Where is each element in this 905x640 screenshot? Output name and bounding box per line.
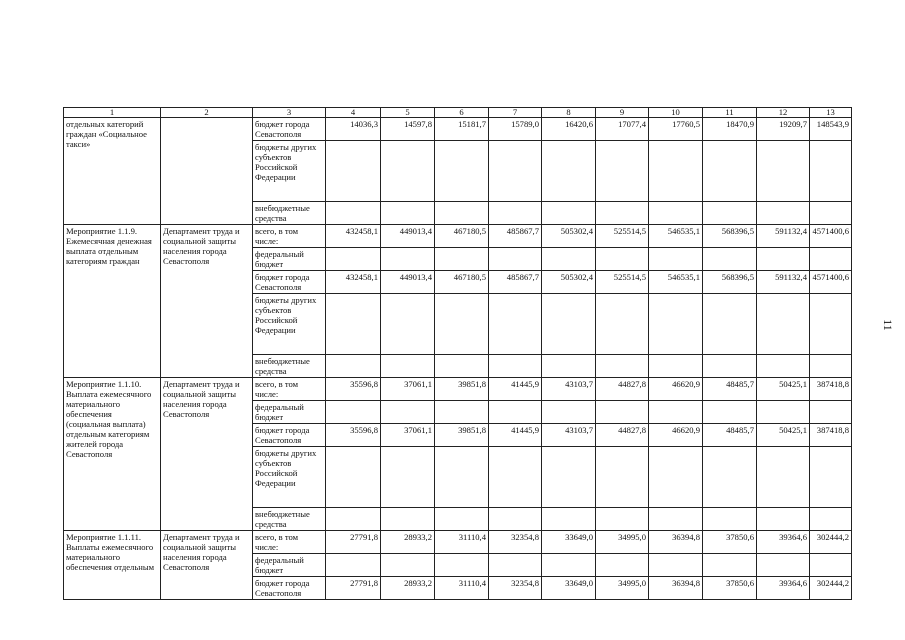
value-cell — [381, 141, 435, 202]
value-cell: 44827,8 — [596, 378, 649, 401]
value-cell — [596, 248, 649, 271]
funding-source-cell: бюджеты других субъектов Российской Федерации — [253, 141, 326, 202]
value-cell: 485867,7 — [489, 225, 542, 248]
value-cell: 148543,9 — [810, 118, 852, 141]
value-cell — [542, 447, 596, 508]
value-cell — [757, 401, 810, 424]
table-row — [64, 118, 852, 141]
funding-source-cell: внебюджетные средства — [253, 355, 326, 378]
value-cell: 525514,5 — [596, 225, 649, 248]
activity-name-cell: отдельных категорий граждан «Социальное такси» — [64, 118, 161, 225]
value-cell — [326, 401, 381, 424]
executor-cell: Департамент труда и социальной защиты населения города Севастополя — [161, 531, 253, 600]
value-cell: 46620,9 — [649, 424, 703, 447]
value-cell — [381, 202, 435, 225]
value-cell: 4571400,6 — [810, 225, 852, 248]
value-cell: 34995,0 — [596, 531, 649, 554]
table-row — [64, 225, 852, 248]
value-cell — [542, 401, 596, 424]
value-cell: 505302,4 — [542, 225, 596, 248]
value-cell — [326, 248, 381, 271]
header-cell: 6 — [435, 108, 489, 118]
value-cell — [596, 141, 649, 202]
value-cell — [596, 294, 649, 355]
value-cell: 546535,1 — [649, 271, 703, 294]
value-cell: 591132,4 — [757, 271, 810, 294]
funding-source-cell: федеральный бюджет — [253, 401, 326, 424]
value-cell — [703, 141, 757, 202]
header-row — [64, 108, 852, 118]
value-cell: 17077,4 — [596, 118, 649, 141]
value-cell: 19209,7 — [757, 118, 810, 141]
value-cell — [703, 554, 757, 577]
value-cell — [757, 355, 810, 378]
value-cell — [596, 447, 649, 508]
value-cell — [649, 401, 703, 424]
activity-name-cell: Мероприятие 1.1.9. Ежемесячная денежная выплата отдельным категориям граждан — [64, 225, 161, 378]
value-cell: 50425,1 — [757, 378, 810, 401]
value-cell — [381, 355, 435, 378]
value-cell — [435, 294, 489, 355]
value-cell — [542, 554, 596, 577]
header-cell: 11 — [703, 108, 757, 118]
value-cell: 525514,5 — [596, 271, 649, 294]
value-cell: 449013,4 — [381, 271, 435, 294]
value-cell — [810, 141, 852, 202]
value-cell — [649, 508, 703, 531]
value-cell — [542, 248, 596, 271]
executor-cell: Департамент труда и социальной защиты населения города Севастополя — [161, 378, 253, 531]
funding-source-cell: федеральный бюджет — [253, 554, 326, 577]
header-cell: 3 — [253, 108, 326, 118]
value-cell — [326, 508, 381, 531]
value-cell: 37061,1 — [381, 378, 435, 401]
value-cell — [703, 294, 757, 355]
value-cell — [326, 141, 381, 202]
funding-source-cell: всего, в том числе: — [253, 378, 326, 401]
funding-source-cell: бюджет города Севастополя — [253, 118, 326, 141]
value-cell — [703, 355, 757, 378]
value-cell: 568396,5 — [703, 225, 757, 248]
value-cell: 33649,0 — [542, 531, 596, 554]
value-cell: 41445,9 — [489, 424, 542, 447]
value-cell: 28933,2 — [381, 577, 435, 600]
value-cell: 35596,8 — [326, 424, 381, 447]
value-cell — [489, 248, 542, 271]
value-cell — [542, 202, 596, 225]
value-cell: 31110,4 — [435, 577, 489, 600]
value-cell — [596, 554, 649, 577]
value-cell — [757, 447, 810, 508]
funding-source-cell: бюджет города Севастополя — [253, 271, 326, 294]
header-cell: 12 — [757, 108, 810, 118]
value-cell — [381, 401, 435, 424]
activity-name-cell: Мероприятие 1.1.11. Выплаты ежемесячного материального обеспечения отдельным — [64, 531, 161, 600]
value-cell: 33649,0 — [542, 577, 596, 600]
value-cell: 39364,6 — [757, 531, 810, 554]
value-cell — [757, 202, 810, 225]
value-cell — [435, 401, 489, 424]
value-cell: 43103,7 — [542, 378, 596, 401]
value-cell — [435, 202, 489, 225]
value-cell — [381, 447, 435, 508]
value-cell — [489, 141, 542, 202]
value-cell — [596, 508, 649, 531]
value-cell: 37850,6 — [703, 577, 757, 600]
value-cell — [489, 294, 542, 355]
header-cell: 8 — [542, 108, 596, 118]
value-cell: 546535,1 — [649, 225, 703, 248]
value-cell: 31110,4 — [435, 531, 489, 554]
value-cell — [649, 202, 703, 225]
value-cell: 35596,8 — [326, 378, 381, 401]
value-cell — [381, 248, 435, 271]
value-cell: 34995,0 — [596, 577, 649, 600]
value-cell: 467180,5 — [435, 271, 489, 294]
value-cell: 41445,9 — [489, 378, 542, 401]
value-cell: 36394,8 — [649, 531, 703, 554]
header-cell: 13 — [810, 108, 852, 118]
value-cell — [810, 508, 852, 531]
value-cell: 36394,8 — [649, 577, 703, 600]
value-cell — [326, 447, 381, 508]
header-cell: 1 — [64, 108, 161, 118]
funding-source-cell: бюджет города Севастополя — [253, 577, 326, 600]
value-cell — [489, 355, 542, 378]
value-cell — [596, 202, 649, 225]
value-cell: 387418,8 — [810, 378, 852, 401]
executor-cell: Департамент труда и социальной защиты населения города Севастополя — [161, 225, 253, 378]
activity-name-cell: Мероприятие 1.1.10. Выплата ежемесячного материального обеспечения (социальная выплата) отдельным категориям жителей города Севастополя — [64, 378, 161, 531]
value-cell — [649, 294, 703, 355]
value-cell: 432458,1 — [326, 225, 381, 248]
header-cell: 2 — [161, 108, 253, 118]
funding-source-cell: бюджеты других субъектов Российской Федерации — [253, 447, 326, 508]
value-cell — [435, 508, 489, 531]
value-cell — [542, 294, 596, 355]
value-cell — [489, 508, 542, 531]
value-cell — [596, 355, 649, 378]
funding-source-cell: федеральный бюджет — [253, 248, 326, 271]
value-cell: 27791,8 — [326, 577, 381, 600]
value-cell — [703, 508, 757, 531]
value-cell: 18470,9 — [703, 118, 757, 141]
value-cell — [542, 508, 596, 531]
value-cell — [326, 294, 381, 355]
value-cell: 44827,8 — [596, 424, 649, 447]
funding-source-cell: внебюджетные средства — [253, 508, 326, 531]
value-cell — [649, 447, 703, 508]
value-cell — [649, 554, 703, 577]
value-cell: 302444,2 — [810, 531, 852, 554]
header-cell: 5 — [381, 108, 435, 118]
page-number: 11 — [881, 319, 895, 331]
header-cell: 4 — [326, 108, 381, 118]
value-cell — [703, 447, 757, 508]
value-cell: 14597,8 — [381, 118, 435, 141]
table-row — [64, 531, 852, 554]
value-cell: 43103,7 — [542, 424, 596, 447]
value-cell — [489, 202, 542, 225]
value-cell — [703, 248, 757, 271]
value-cell — [757, 248, 810, 271]
value-cell — [381, 554, 435, 577]
value-cell — [381, 294, 435, 355]
value-cell: 15789,0 — [489, 118, 542, 141]
value-cell — [326, 355, 381, 378]
value-cell — [489, 401, 542, 424]
value-cell — [381, 508, 435, 531]
value-cell — [810, 401, 852, 424]
value-cell — [435, 355, 489, 378]
value-cell: 48485,7 — [703, 378, 757, 401]
funding-source-cell: бюджет города Севастополя — [253, 424, 326, 447]
budget-table — [63, 107, 852, 600]
value-cell — [810, 294, 852, 355]
value-cell: 387418,8 — [810, 424, 852, 447]
value-cell — [757, 508, 810, 531]
funding-source-cell: всего, в том числе: — [253, 225, 326, 248]
funding-source-cell: внебюджетные средства — [253, 202, 326, 225]
value-cell — [435, 447, 489, 508]
table-body — [64, 108, 852, 600]
value-cell — [596, 401, 649, 424]
header-cell: 9 — [596, 108, 649, 118]
value-cell: 467180,5 — [435, 225, 489, 248]
value-cell — [703, 202, 757, 225]
value-cell — [649, 248, 703, 271]
value-cell: 17760,5 — [649, 118, 703, 141]
value-cell: 32354,8 — [489, 531, 542, 554]
value-cell — [326, 554, 381, 577]
value-cell: 39851,8 — [435, 378, 489, 401]
value-cell — [703, 401, 757, 424]
value-cell: 27791,8 — [326, 531, 381, 554]
value-cell — [810, 202, 852, 225]
value-cell: 505302,4 — [542, 271, 596, 294]
value-cell: 32354,8 — [489, 577, 542, 600]
value-cell — [757, 141, 810, 202]
value-cell — [326, 202, 381, 225]
value-cell: 37061,1 — [381, 424, 435, 447]
value-cell — [649, 355, 703, 378]
value-cell: 39851,8 — [435, 424, 489, 447]
value-cell: 39364,6 — [757, 577, 810, 600]
value-cell — [649, 141, 703, 202]
value-cell — [435, 248, 489, 271]
value-cell — [542, 141, 596, 202]
value-cell — [489, 447, 542, 508]
value-cell: 16420,6 — [542, 118, 596, 141]
value-cell: 28933,2 — [381, 531, 435, 554]
table-row — [64, 378, 852, 401]
value-cell: 46620,9 — [649, 378, 703, 401]
value-cell — [810, 554, 852, 577]
header-cell: 7 — [489, 108, 542, 118]
value-cell — [757, 554, 810, 577]
value-cell: 4571400,6 — [810, 271, 852, 294]
value-cell — [757, 294, 810, 355]
value-cell: 50425,1 — [757, 424, 810, 447]
value-cell — [810, 355, 852, 378]
value-cell: 432458,1 — [326, 271, 381, 294]
value-cell: 485867,7 — [489, 271, 542, 294]
value-cell: 48485,7 — [703, 424, 757, 447]
header-cell: 10 — [649, 108, 703, 118]
value-cell — [810, 248, 852, 271]
value-cell: 591132,4 — [757, 225, 810, 248]
value-cell — [435, 554, 489, 577]
value-cell — [542, 355, 596, 378]
value-cell — [435, 141, 489, 202]
value-cell: 449013,4 — [381, 225, 435, 248]
value-cell: 302444,2 — [810, 577, 852, 600]
value-cell — [489, 554, 542, 577]
value-cell: 37850,6 — [703, 531, 757, 554]
funding-source-cell: бюджеты других субъектов Российской Федерации — [253, 294, 326, 355]
value-cell: 15181,7 — [435, 118, 489, 141]
value-cell: 568396,5 — [703, 271, 757, 294]
value-cell — [810, 447, 852, 508]
funding-source-cell: всего, в том числе: — [253, 531, 326, 554]
value-cell: 14036,3 — [326, 118, 381, 141]
executor-cell — [161, 118, 253, 225]
